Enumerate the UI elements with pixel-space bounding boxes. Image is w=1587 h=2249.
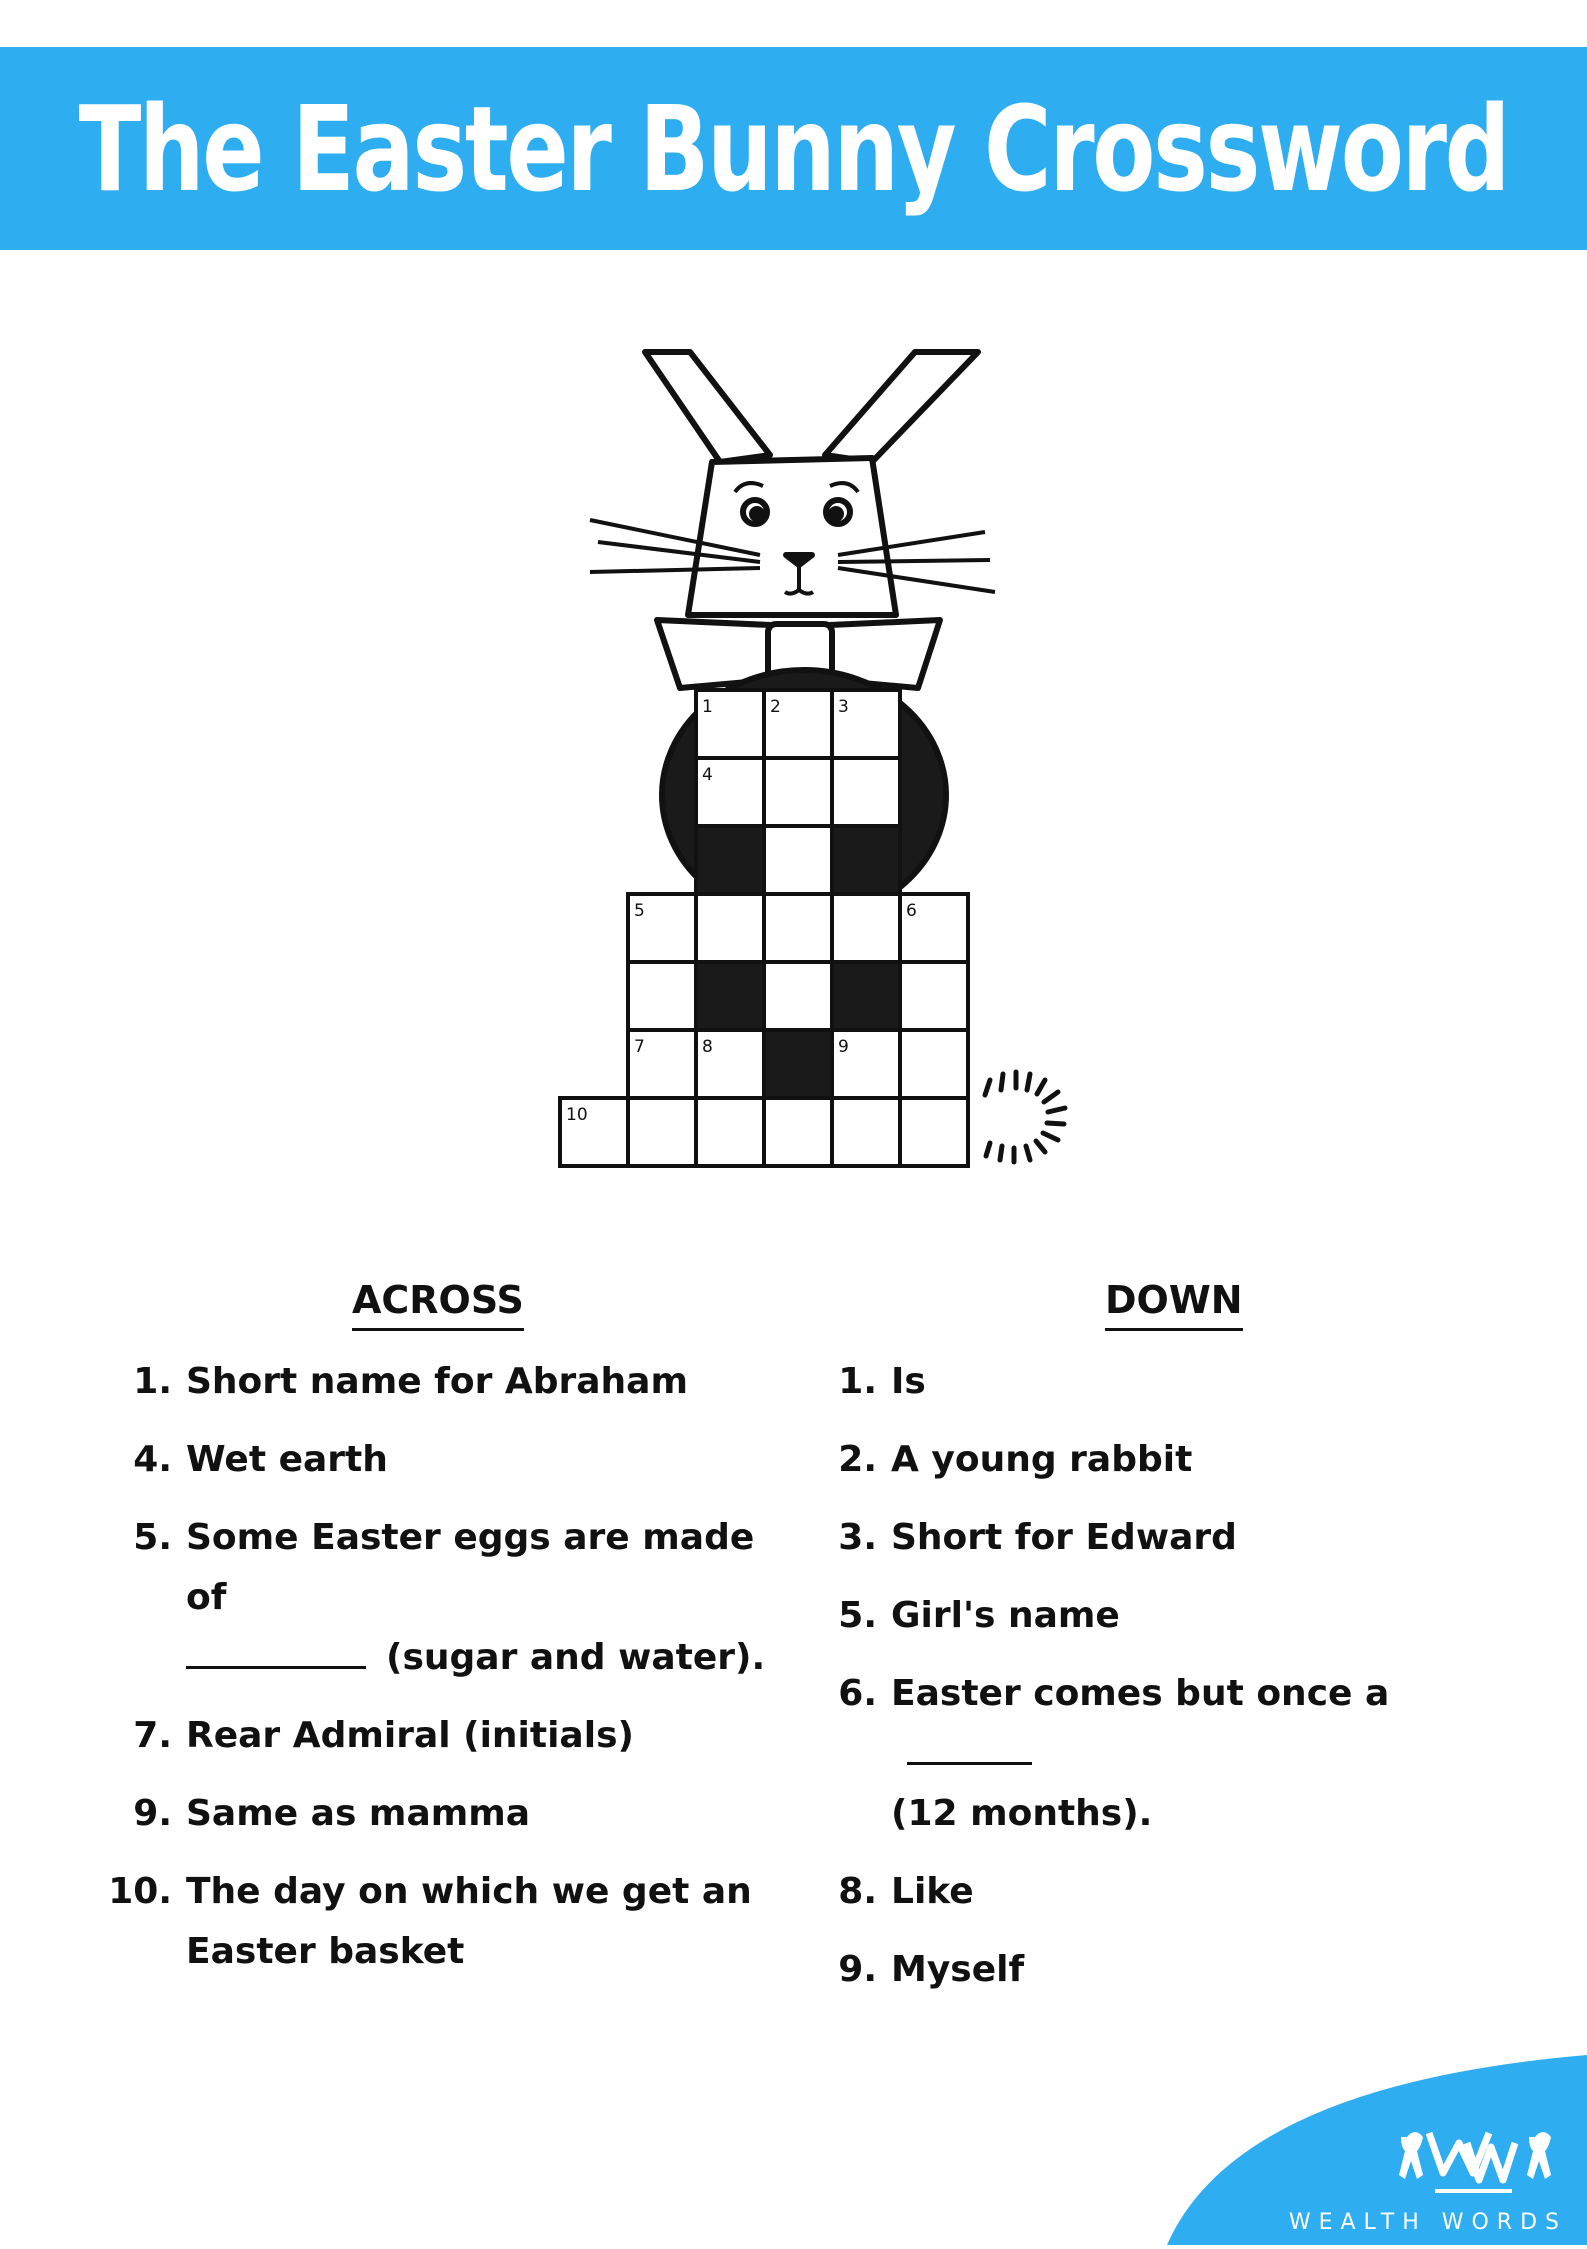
left-pupil bbox=[752, 509, 762, 519]
grid-cell-number: 6 bbox=[906, 901, 917, 921]
grid-cell[interactable] bbox=[832, 758, 900, 826]
clue-text: Easter comes but once a (12 months). bbox=[891, 1673, 1390, 1834]
clue-text: Rear Admiral (initials) bbox=[186, 1715, 634, 1756]
grid-block bbox=[832, 826, 900, 894]
grid-cell[interactable] bbox=[764, 1098, 832, 1166]
down-clue bbox=[805, 1430, 1481, 1490]
grid-cell-number: 5 bbox=[634, 901, 645, 921]
grid-cell-number: 10 bbox=[566, 1105, 588, 1125]
grid-cell-number: 1 bbox=[702, 697, 713, 717]
across-clue bbox=[100, 1784, 776, 1844]
grid-cell[interactable] bbox=[900, 1030, 968, 1098]
grid-cell-number: 3 bbox=[838, 697, 849, 717]
clue-text: Like bbox=[891, 1871, 974, 1912]
clue-number: 9. bbox=[133, 1793, 172, 1834]
clue-number: 2. bbox=[838, 1439, 877, 1480]
clue-number: 7. bbox=[133, 1715, 172, 1756]
clue-text: Myself bbox=[891, 1949, 1025, 1990]
grid-block bbox=[696, 826, 764, 894]
answer-blank bbox=[186, 1652, 366, 1669]
down-clue-list bbox=[805, 1352, 1481, 2018]
clue-text-continued: (12 months). bbox=[891, 1793, 1153, 1834]
left-ear bbox=[645, 352, 770, 462]
down-clue bbox=[805, 1352, 1481, 1412]
across-clue bbox=[100, 1430, 776, 1490]
clue-number: 10. bbox=[108, 1871, 172, 1912]
clue-text: Wet earth bbox=[186, 1439, 388, 1480]
grid-cell-number: 7 bbox=[634, 1037, 645, 1057]
grid-cell[interactable] bbox=[832, 1098, 900, 1166]
grid-cell[interactable] bbox=[900, 962, 968, 1030]
grid-cell-number: 9 bbox=[838, 1037, 849, 1057]
across-clue bbox=[100, 1508, 776, 1688]
clue-number: 1. bbox=[133, 1361, 172, 1402]
clue-number: 9. bbox=[838, 1949, 877, 1990]
down-clue bbox=[805, 1862, 1481, 1922]
clue-text: Short name for Abraham bbox=[186, 1361, 688, 1402]
clue-number: 5. bbox=[133, 1517, 172, 1558]
answer-blank bbox=[907, 1748, 1032, 1765]
right-ear bbox=[825, 352, 978, 462]
clue-text: Some Easter eggs are made of (sugar and water). bbox=[186, 1517, 766, 1678]
clue-text: Girl's name bbox=[891, 1595, 1120, 1636]
grid-cell[interactable] bbox=[764, 758, 832, 826]
wealth-words-logo bbox=[1167, 2045, 1587, 2245]
down-clue bbox=[805, 1664, 1481, 1844]
clue-text: The day on which we get an Easter basket bbox=[186, 1871, 752, 1972]
right-pupil bbox=[831, 509, 841, 519]
grid-block bbox=[832, 962, 900, 1030]
page-title: The Easter Bunny Crossword bbox=[78, 79, 1509, 218]
clue-text-continued: (sugar and water). bbox=[386, 1637, 766, 1678]
grid-cell-number: 8 bbox=[702, 1037, 713, 1057]
across-clue bbox=[100, 1352, 776, 1412]
grid-cell[interactable] bbox=[628, 962, 696, 1030]
grid-cell[interactable] bbox=[764, 962, 832, 1030]
grid-block bbox=[696, 962, 764, 1030]
grid-cell[interactable] bbox=[696, 1098, 764, 1166]
grid-cell[interactable] bbox=[696, 894, 764, 962]
across-clue bbox=[100, 1706, 776, 1766]
bunny-tail bbox=[985, 1072, 1065, 1162]
clue-number: 6. bbox=[838, 1673, 877, 1714]
grid-cell-number: 2 bbox=[770, 697, 781, 717]
grid-cell[interactable] bbox=[832, 894, 900, 962]
across-clue bbox=[100, 1862, 776, 1982]
down-clue bbox=[805, 1940, 1481, 2000]
grid-cell[interactable] bbox=[764, 826, 832, 894]
clue-number: 5. bbox=[838, 1595, 877, 1636]
clue-text: A young rabbit bbox=[891, 1439, 1193, 1480]
across-clue-list bbox=[100, 1352, 776, 2000]
down-clue bbox=[805, 1508, 1481, 1568]
down-clue bbox=[805, 1586, 1481, 1646]
logo-wordmark: WEALTH WORDS bbox=[1288, 2210, 1567, 2235]
across-heading: ACROSS bbox=[352, 1278, 524, 1331]
clue-text: Same as mamma bbox=[186, 1793, 531, 1834]
clue-number: 4. bbox=[133, 1439, 172, 1480]
grid-cell[interactable] bbox=[628, 1098, 696, 1166]
clue-text: Is bbox=[891, 1361, 926, 1402]
grid-cell-number: 4 bbox=[702, 765, 713, 785]
grid-block bbox=[764, 1030, 832, 1098]
clue-text: Short for Edward bbox=[891, 1517, 1237, 1558]
clue-number: 3. bbox=[838, 1517, 877, 1558]
grid-cell[interactable] bbox=[900, 1098, 968, 1166]
clue-number: 8. bbox=[838, 1871, 877, 1912]
grid-cell[interactable] bbox=[764, 894, 832, 962]
down-heading: DOWN bbox=[1105, 1278, 1243, 1331]
clue-number: 1. bbox=[838, 1361, 877, 1402]
